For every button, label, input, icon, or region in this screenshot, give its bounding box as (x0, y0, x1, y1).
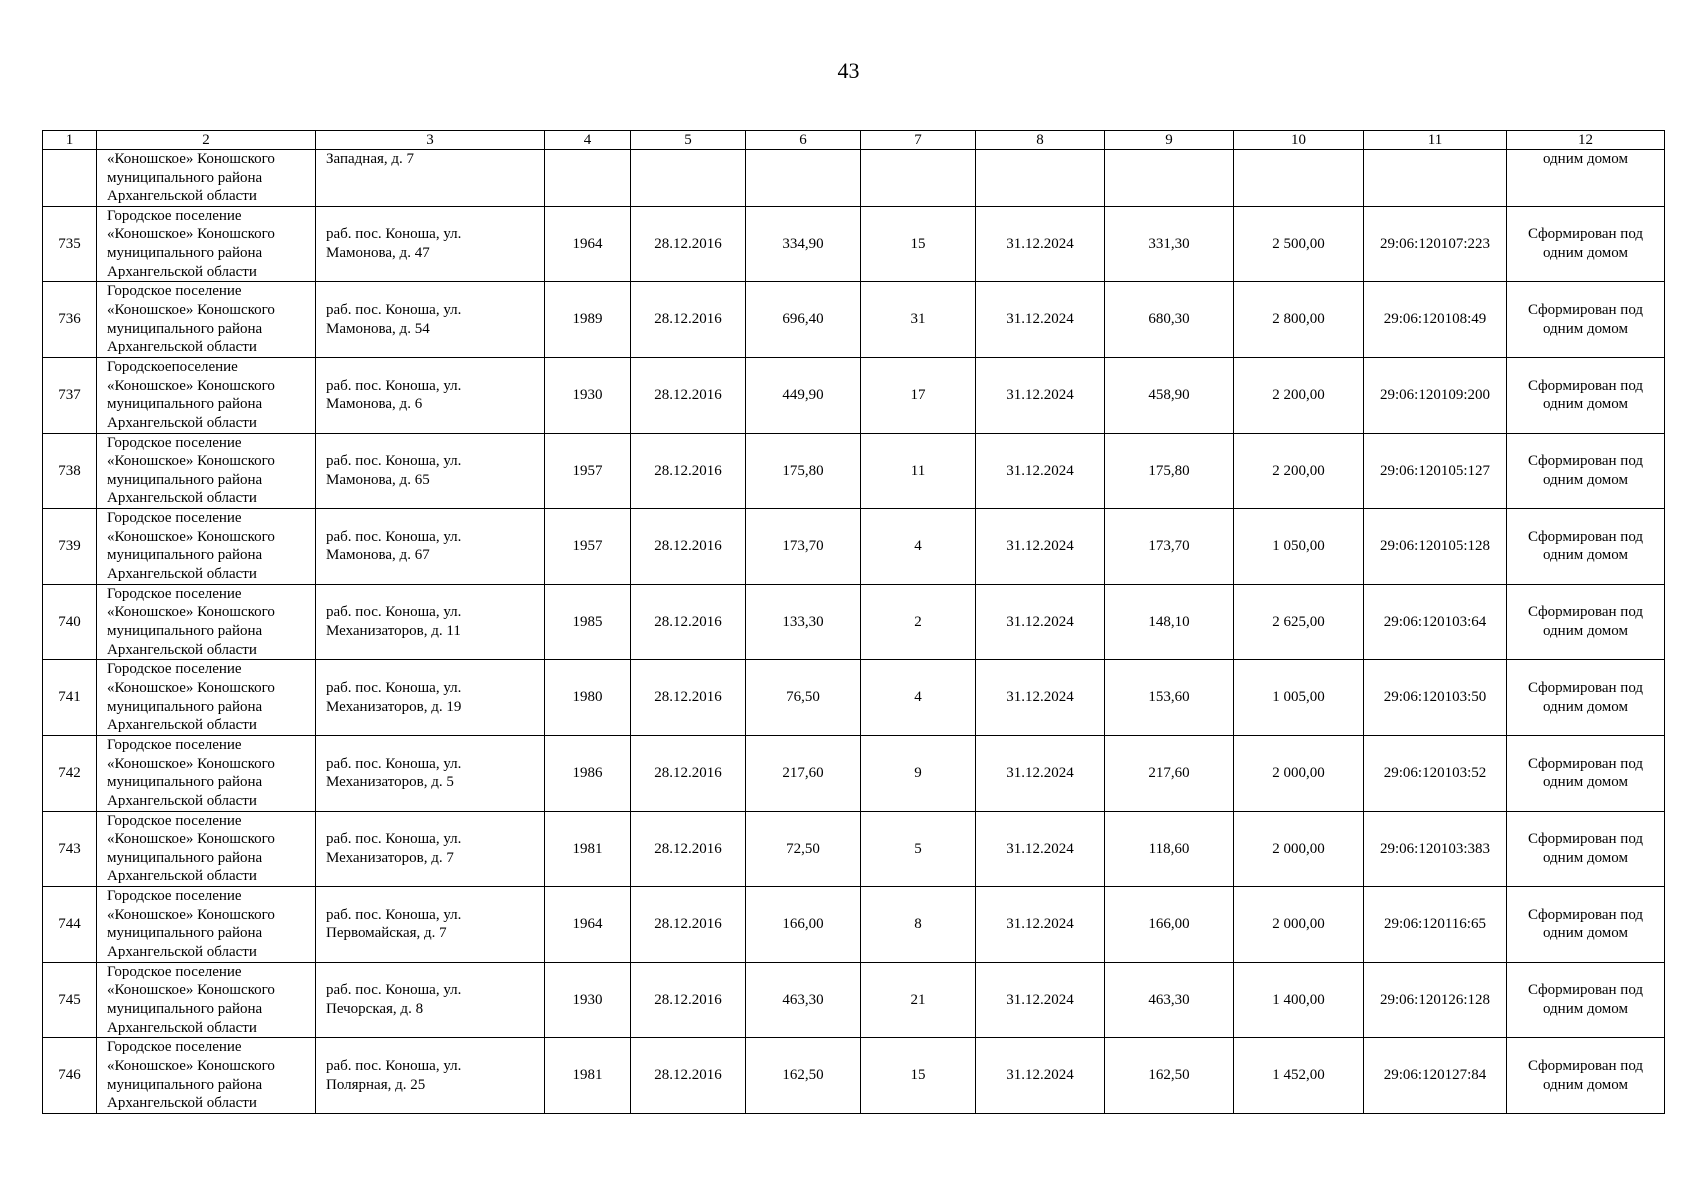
table-row (43, 357, 1665, 433)
address-cell: раб. пос. Коноша, ул. Первомайская, д. 7 (316, 887, 545, 963)
residents-cell: 8 (861, 887, 976, 963)
row-number-cell: 743 (43, 811, 97, 887)
owner-cell: Городское поселение «Коношское» Коношского муниципального района Архангельской области (97, 887, 316, 963)
year-cell: 1964 (545, 206, 631, 282)
column-header: 8 (976, 131, 1105, 150)
land-area-cell: 2 500,00 (1234, 206, 1364, 282)
residents-cell: 9 (861, 735, 976, 811)
residents-cell: 11 (861, 433, 976, 509)
status-cell: Сформирован под одним домом (1507, 887, 1665, 963)
address-cell: раб. пос. Коноша, ул. Механизаторов, д. 7 (316, 811, 545, 887)
residents-cell: 17 (861, 357, 976, 433)
land-area-cell: 2 000,00 (1234, 735, 1364, 811)
area-cell: 463,30 (746, 962, 861, 1038)
area2-cell: 331,30 (1105, 206, 1234, 282)
land-area-cell: 1 050,00 (1234, 509, 1364, 585)
cadastral-cell: 29:06:120107:223 (1364, 206, 1507, 282)
column-header: 3 (316, 131, 545, 150)
table-row (43, 433, 1665, 509)
row-number-cell: 739 (43, 509, 97, 585)
row-number-cell: 736 (43, 282, 97, 358)
area2-cell: 162,50 (1105, 1038, 1234, 1114)
deadline-cell: 31.12.2024 (976, 887, 1105, 963)
owner-cell: Городское поселение «Коношское» Коношского муниципального района Архангельской области (97, 962, 316, 1038)
year-cell: 1957 (545, 509, 631, 585)
year-cell: 1985 (545, 584, 631, 660)
year-cell: 1980 (545, 660, 631, 736)
table-row (43, 735, 1665, 811)
address-cell: раб. пос. Коноша, ул. Механизаторов, д. 11 (316, 584, 545, 660)
date-cell: 28.12.2016 (631, 1038, 746, 1114)
deadline-cell: 31.12.2024 (976, 962, 1105, 1038)
date-cell: 28.12.2016 (631, 660, 746, 736)
address-cell: раб. пос. Коноша, ул. Мамонова, д. 67 (316, 509, 545, 585)
deadline-cell: 31.12.2024 (976, 660, 1105, 736)
table-row (43, 206, 1665, 282)
table-row (43, 509, 1665, 585)
status-cell: Сформирован под одним домом (1507, 357, 1665, 433)
area2-cell: 458,90 (1105, 357, 1234, 433)
cadastral-cell: 29:06:120105:127 (1364, 433, 1507, 509)
deadline-cell: 31.12.2024 (976, 206, 1105, 282)
address-cell: раб. пос. Коноша, ул. Печорская, д. 8 (316, 962, 545, 1038)
area-cell: 449,90 (746, 357, 861, 433)
status-cell: Сформирован под одним домом (1507, 584, 1665, 660)
date-cell: 28.12.2016 (631, 962, 746, 1038)
area2-cell: 148,10 (1105, 584, 1234, 660)
owner-cell: Городское поселение «Коношское» Коношского муниципального района Архангельской области (97, 282, 316, 358)
status-cell: Сформирован под одним домом (1507, 1038, 1665, 1114)
area-cell: 166,00 (746, 887, 861, 963)
owner-cell: Городское поселение «Коношское» Коношского муниципального района Архангельской области (97, 1038, 316, 1114)
owner-cell: Городское поселение «Коношское» Коношского муниципального района Архангельской области (97, 206, 316, 282)
address-cell: раб. пос. Коноша, ул. Механизаторов, д. 5 (316, 735, 545, 811)
date-cell: 28.12.2016 (631, 206, 746, 282)
column-header: 12 (1507, 131, 1665, 150)
status-cell: Сформирован под одним домом (1507, 962, 1665, 1038)
cadastral-cell: 29:06:120103:52 (1364, 735, 1507, 811)
area2-cell: 153,60 (1105, 660, 1234, 736)
column-header: 7 (861, 131, 976, 150)
owner-cell: Городское поселение «Коношское» Коношского муниципального района Архангельской области (97, 811, 316, 887)
cadastral-cell: 29:06:120103:383 (1364, 811, 1507, 887)
deadline-cell: 31.12.2024 (976, 282, 1105, 358)
land-area-cell: 1 005,00 (1234, 660, 1364, 736)
area-cell (746, 150, 861, 207)
row-number-cell: 740 (43, 584, 97, 660)
land-area-cell: 2 800,00 (1234, 282, 1364, 358)
area-cell: 133,30 (746, 584, 861, 660)
residents-cell: 4 (861, 509, 976, 585)
owner-cell: «Коношское» Коношского муниципального района Архангельской области (97, 150, 316, 207)
address-cell: раб. пос. Коноша, ул. Мамонова, д. 6 (316, 357, 545, 433)
column-header: 2 (97, 131, 316, 150)
column-header: 4 (545, 131, 631, 150)
year-cell: 1981 (545, 1038, 631, 1114)
land-area-cell: 2 000,00 (1234, 811, 1364, 887)
status-cell: Сформирован под одним домом (1507, 735, 1665, 811)
page-number: 43 (837, 58, 860, 83)
deadline-cell: 31.12.2024 (976, 735, 1105, 811)
land-area-cell: 2 625,00 (1234, 584, 1364, 660)
cadastral-cell: 29:06:120109:200 (1364, 357, 1507, 433)
residents-cell: 5 (861, 811, 976, 887)
year-cell (545, 150, 631, 207)
registry-table (42, 130, 1665, 1114)
table-body (43, 150, 1665, 1114)
residents-cell: 31 (861, 282, 976, 358)
cadastral-cell: 29:06:120105:128 (1364, 509, 1507, 585)
year-cell: 1930 (545, 962, 631, 1038)
address-cell: раб. пос. Коноша, ул. Мамонова, д. 47 (316, 206, 545, 282)
date-cell: 28.12.2016 (631, 584, 746, 660)
deadline-cell: 31.12.2024 (976, 1038, 1105, 1114)
area2-cell: 173,70 (1105, 509, 1234, 585)
deadline-cell: 31.12.2024 (976, 509, 1105, 585)
date-cell: 28.12.2016 (631, 282, 746, 358)
row-number-cell (43, 150, 97, 207)
area-cell: 162,50 (746, 1038, 861, 1114)
row-number-cell: 745 (43, 962, 97, 1038)
area2-cell (1105, 150, 1234, 207)
land-area-cell: 2 200,00 (1234, 433, 1364, 509)
area-cell: 334,90 (746, 206, 861, 282)
row-number-cell: 741 (43, 660, 97, 736)
status-cell: Сформирован под одним домом (1507, 282, 1665, 358)
residents-cell: 2 (861, 584, 976, 660)
table-row (43, 887, 1665, 963)
status-cell: Сформирован под одним домом (1507, 811, 1665, 887)
address-cell: раб. пос. Коноша, ул. Полярная, д. 25 (316, 1038, 545, 1114)
column-header: 1 (43, 131, 97, 150)
table-row (43, 282, 1665, 358)
date-cell: 28.12.2016 (631, 433, 746, 509)
status-cell: Сформирован под одним домом (1507, 660, 1665, 736)
row-number-cell: 742 (43, 735, 97, 811)
header-row (43, 131, 1665, 150)
deadline-cell: 31.12.2024 (976, 357, 1105, 433)
column-header: 9 (1105, 131, 1234, 150)
area-cell: 76,50 (746, 660, 861, 736)
cadastral-cell: 29:06:120103:50 (1364, 660, 1507, 736)
area2-cell: 463,30 (1105, 962, 1234, 1038)
owner-cell: Городское поселение «Коношское» Коношского муниципального района Архангельской области (97, 660, 316, 736)
area-cell: 173,70 (746, 509, 861, 585)
residents-cell: 15 (861, 206, 976, 282)
area-cell: 72,50 (746, 811, 861, 887)
residents-cell (861, 150, 976, 207)
year-cell: 1964 (545, 887, 631, 963)
area2-cell: 166,00 (1105, 887, 1234, 963)
cadastral-cell: 29:06:120127:84 (1364, 1038, 1507, 1114)
column-header: 6 (746, 131, 861, 150)
status-cell: Сформирован под одним домом (1507, 206, 1665, 282)
residents-cell: 15 (861, 1038, 976, 1114)
land-area-cell: 1 400,00 (1234, 962, 1364, 1038)
land-area-cell: 2 000,00 (1234, 887, 1364, 963)
table-row (43, 584, 1665, 660)
cadastral-cell: 29:06:120126:128 (1364, 962, 1507, 1038)
deadline-cell (976, 150, 1105, 207)
area2-cell: 680,30 (1105, 282, 1234, 358)
row-number-cell: 744 (43, 887, 97, 963)
year-cell: 1989 (545, 282, 631, 358)
row-number-cell: 737 (43, 357, 97, 433)
address-cell: раб. пос. Коноша, ул. Механизаторов, д. 19 (316, 660, 545, 736)
column-header: 11 (1364, 131, 1507, 150)
owner-cell: Городское поселение «Коношское» Коношского муниципального района Архангельской области (97, 509, 316, 585)
date-cell: 28.12.2016 (631, 357, 746, 433)
residents-cell: 21 (861, 962, 976, 1038)
status-cell: Сформирован под одним домом (1507, 509, 1665, 585)
area2-cell: 118,60 (1105, 811, 1234, 887)
year-cell: 1930 (545, 357, 631, 433)
owner-cell: Городское поселение «Коношское» Коношского муниципального района Архангельской области (97, 433, 316, 509)
area-cell: 696,40 (746, 282, 861, 358)
area2-cell: 217,60 (1105, 735, 1234, 811)
year-cell: 1957 (545, 433, 631, 509)
deadline-cell: 31.12.2024 (976, 433, 1105, 509)
owner-cell: Городское поселение «Коношское» Коношского муниципального района Архангельской области (97, 584, 316, 660)
land-area-cell: 1 452,00 (1234, 1038, 1364, 1114)
address-cell: раб. пос. Коноша, ул. Мамонова, д. 65 (316, 433, 545, 509)
column-header: 5 (631, 131, 746, 150)
owner-cell: Городскоепоселение «Коношское» Коношского муниципального района Архангельской области (97, 357, 316, 433)
table-row (43, 1038, 1665, 1114)
row-number-cell: 746 (43, 1038, 97, 1114)
year-cell: 1981 (545, 811, 631, 887)
status-cell: Сформирован под одним домом (1507, 433, 1665, 509)
continuation-row (43, 150, 1665, 207)
area-cell: 217,60 (746, 735, 861, 811)
area2-cell: 175,80 (1105, 433, 1234, 509)
cadastral-cell: 29:06:120103:64 (1364, 584, 1507, 660)
date-cell (631, 150, 746, 207)
address-cell: Западная, д. 7 (316, 150, 545, 207)
land-area-cell: 2 200,00 (1234, 357, 1364, 433)
table-row (43, 962, 1665, 1038)
table-row (43, 811, 1665, 887)
table-row (43, 660, 1665, 736)
residents-cell: 4 (861, 660, 976, 736)
deadline-cell: 31.12.2024 (976, 584, 1105, 660)
cadastral-cell: 29:06:120108:49 (1364, 282, 1507, 358)
address-cell: раб. пос. Коноша, ул. Мамонова, д. 54 (316, 282, 545, 358)
cadastral-cell: 29:06:120116:65 (1364, 887, 1507, 963)
date-cell: 28.12.2016 (631, 509, 746, 585)
cadastral-cell (1364, 150, 1507, 207)
area-cell: 175,80 (746, 433, 861, 509)
owner-cell: Городское поселение «Коношское» Коношского муниципального района Архангельской области (97, 735, 316, 811)
status-cell: одним домом (1507, 150, 1665, 207)
date-cell: 28.12.2016 (631, 811, 746, 887)
row-number-cell: 735 (43, 206, 97, 282)
column-header: 10 (1234, 131, 1364, 150)
year-cell: 1986 (545, 735, 631, 811)
date-cell: 28.12.2016 (631, 735, 746, 811)
land-area-cell (1234, 150, 1364, 207)
deadline-cell: 31.12.2024 (976, 811, 1105, 887)
row-number-cell: 738 (43, 433, 97, 509)
table-header (43, 131, 1665, 150)
date-cell: 28.12.2016 (631, 887, 746, 963)
